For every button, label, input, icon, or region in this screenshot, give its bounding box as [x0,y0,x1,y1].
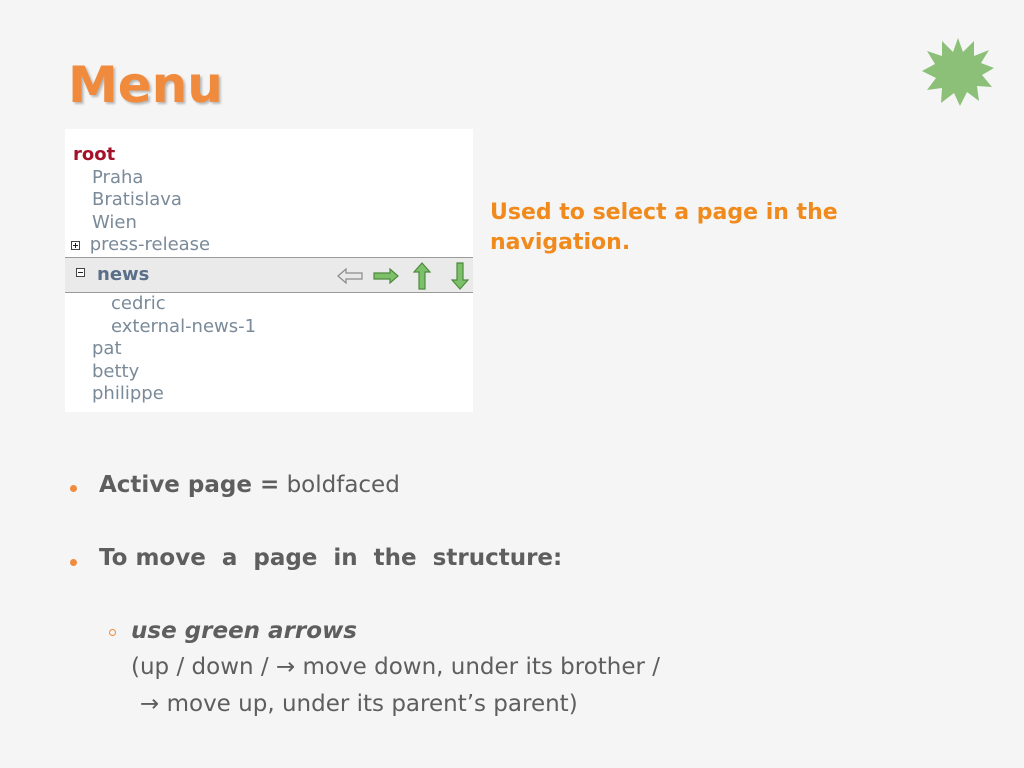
tree-item[interactable]: Wien [92,212,137,233]
arrow-right-icon: → [275,654,296,680]
starburst-icon [922,38,994,106]
bullet-active-page [99,472,400,498]
bullet-marker [70,559,77,566]
bullet-text: boldfaced [286,472,400,498]
sub-bullet-line-2 [140,691,578,717]
tree-item-root[interactable]: root [73,144,116,165]
sub-text: move up, under its parent’s parent) [166,691,578,717]
collapse-icon[interactable] [76,268,85,277]
tree-item-label: news [97,264,150,285]
tree-item[interactable]: philippe [92,383,164,404]
tree-item-label: press-release [89,234,211,255]
tree-item[interactable]: Praha [92,167,144,188]
tree-item-active-news[interactable] [65,257,473,293]
bullet-move-page [99,545,562,571]
tree-item[interactable]: Bratislava [92,189,182,210]
tree-item[interactable]: betty [92,361,140,382]
sub-bullet-marker [109,629,116,636]
arrow-up-icon[interactable] [413,262,431,290]
expand-icon[interactable] [71,241,80,250]
sub-text: (up / down / [131,654,269,680]
sub-bullet-title [131,618,357,644]
arrow-down-icon[interactable] [451,262,469,290]
arrow-right-icon[interactable] [373,268,399,284]
sub-bullet-line-1 [131,654,660,680]
tree-item-press-release[interactable] [71,234,210,256]
tree-item[interactable]: cedric [111,293,166,314]
sub-bullet-text: use green arrows [131,618,358,644]
bullet-bold-text: To move a page in the structure: [99,545,563,571]
tree-item[interactable]: pat [92,338,122,359]
page-tree-panel [65,129,473,412]
arrow-left-icon[interactable] [337,268,363,284]
slide-title: Menu [68,56,223,114]
description-note: Used to select a page in the navigation. [490,200,838,255]
bullet-bold-text: Active page = [99,472,280,498]
bullet-marker [70,485,77,492]
sub-text: move down, under its brother / [302,654,661,680]
arrow-right-icon: → [140,691,160,717]
tree-item[interactable]: external-news-1 [111,316,257,337]
